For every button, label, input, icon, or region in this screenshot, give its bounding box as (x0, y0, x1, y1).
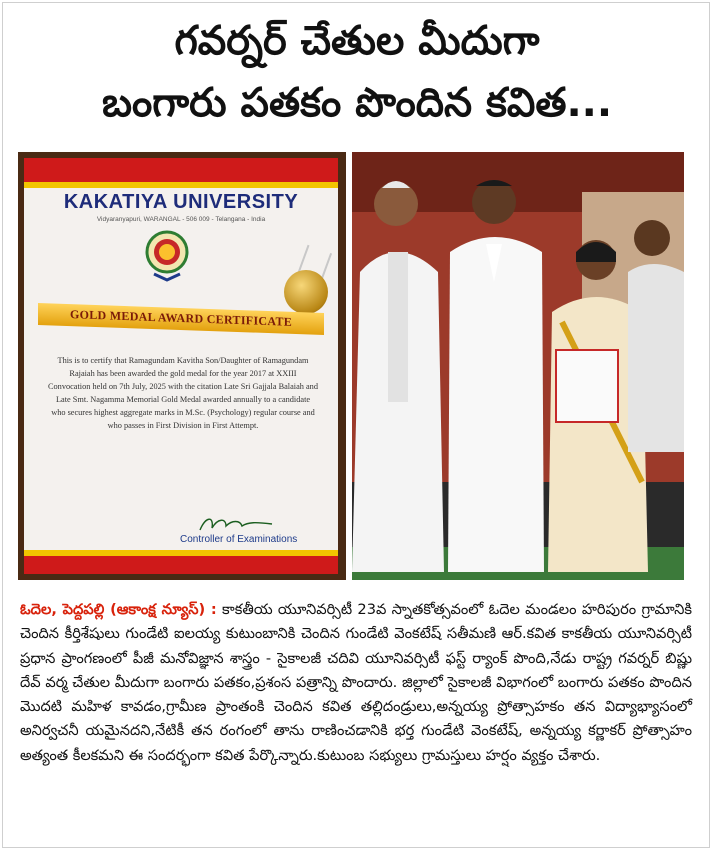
gold-medal-icon (284, 270, 328, 314)
headline-line-1: గవర్నర్ చేతుల మీదుగా (174, 18, 540, 64)
certificate-paper (24, 158, 338, 574)
signatory-title: Controller of Examinations (180, 534, 298, 545)
article-text: కాకతీయ యూనివర్సిటీ 23వ స్నాతకోత్సవంలో ఓదెల మండలం హరిపురం గ్రామానికి చెందిన కీర్తిశేషులు గుండేటి ఐలయ్య కుటుంబానికి చెందిన గుండేటి వెంకటేష్ సతీమణి ఆర్.కవిత కాకతీయ యూనివర్సిటీ ప్రధాన ప్రాంగణంలో పీజీ మనోవిజ్ఞాన శాస్త్రం - సైకాలజీ చదివి యూనివర్సిటీ ఫస్ట్ ర్యాంక్ పొంది,నేడు రాష్ట్ర గవర్నర్ బిష్ణు దేవ్ వర్మ చేతుల మీదుగా బంగారు పతకం,ప్రశంస పత్రాన్ని పొందారు. జిల్లాలో సైకాలజీ విభాగంలో బంగారు పతకం పొందిన మొదటి మహిళ కావడం,గ్రామీణ ప్రాంతంకి చెందిన కవిత తల్లిదండ్రులు,అన్నయ్య ప్రోత్సాహకం తన విద్యాభ్యాసంలో అనిర్వచనీ యమైనదని,నేటికీ తన రంగంలో తాను రాణించడానికి భర్త గుండేటి వెంకటేష్, అన్నయ్య కర్ణాకర్ ప్రోత్సాహం అత్యంత కీలకమని ఈ సందర్భంగా కవిత పేర్కొన్నారు.కుటుంబ సభ్యులు గ్రామస్తులు హర్షం వ్యక్తం చేశారు. (20, 601, 692, 764)
signature-icon (196, 512, 276, 536)
award-title: GOLD MEDAL AWARD CERTIFICATE (69, 307, 293, 329)
university-address: Vidyaranyapuri, WARANGAL - 506 009 - Telangana - India (96, 216, 266, 223)
university-name: KAKATIYA UNIVERSITY (63, 191, 299, 213)
article-dateline: ఓదెల, పెద్దపల్లి (ఆకాంక్ష న్యూస్) : (20, 601, 217, 618)
ceremony-photo (352, 152, 684, 580)
certificate-body-text: This is to certify that Ramagundam Kavitha Son/Daughter of Ramagundam Rajaiah has been awarded the gold medal for the year 2017 at XXIII Convocation held on 7th July, 2025 with the citation Late Sri Gajjala Balaiah and Late Smt. Nagamma Memorial Gold Medal awarded annually to a candidate who secures highest aggregate marks in M.Sc. (Psychology) regular course and who passes in First Division in First Attempt. (48, 356, 318, 430)
university-seal-icon (144, 228, 190, 282)
certificate-in-hand (556, 350, 618, 422)
certificate-top-border (24, 158, 338, 182)
certificate-top-border-gold (24, 182, 338, 188)
person-face (374, 182, 418, 226)
certificate-photo (18, 152, 346, 580)
ceremony-scene (352, 152, 684, 580)
article-body (20, 598, 692, 768)
certificate-bottom-border (24, 556, 338, 574)
headline-line-2: బంగారు పతకం పొందిన కవిత... (101, 80, 613, 126)
